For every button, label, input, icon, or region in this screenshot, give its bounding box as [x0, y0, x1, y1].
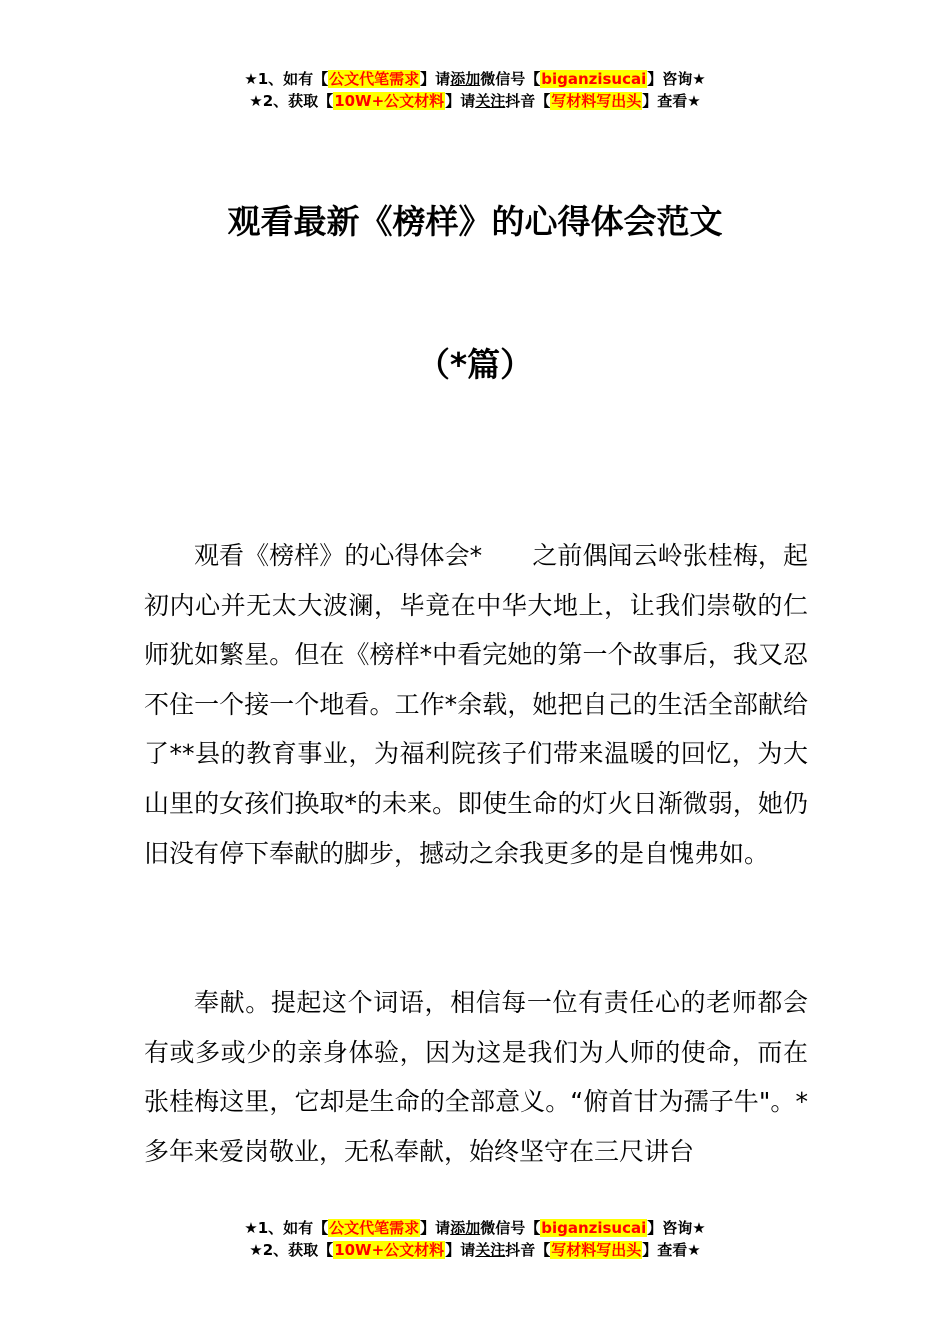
banner-text: ★1、如有【	[244, 1219, 329, 1237]
banner-text: 】请	[420, 70, 451, 88]
banner-highlight: 公文代笔需求	[329, 1219, 420, 1237]
banner-underline-text: 添加	[450, 1219, 481, 1237]
banner-text: 微信号【	[480, 70, 541, 88]
banner-highlight: 写材料写出头	[551, 1241, 642, 1259]
banner-text: 】咨询★	[647, 70, 706, 88]
bottom-banner	[0, 1217, 950, 1261]
banner-text: 】查看★	[642, 92, 701, 110]
top-banner	[0, 68, 950, 112]
body-paragraph-2: 奉献。提起这个词语，相信每一位有责任心的老师都会有或多或少的亲身体验，因为这是我们为人师的使命，而在张桂梅这里，它却是生命的全部意义。“俯首甘为孺子牛"。*多年来爱岗敬业，无私奉献，始终坚守在三尺讲台	[144, 988, 808, 1166]
banner-highlight: 公文代笔需求	[329, 70, 420, 88]
document-title: 观看最新《榜样》的心得体会范文	[227, 202, 723, 241]
body-paragraph-1: 观看《榜样》的心得体会* 之前偶闻云岭张桂梅，起初内心并无太大波澜，毕竟在中华大地上，让我们崇敬的仁师犹如繁星。但在《榜样*中看完她的第一个故事后，我又忍不住一个接一个地看。工作*余载，她把自己的生活全部献给了**县的教育事业，为福利院孩子们带来温暖的回忆，为大山里的女孩们换取*的未来。即使生命的灯火日渐微弱，她仍旧没有停下奉献的脚步，撼动之余我更多的是自愧弗如。	[144, 541, 808, 868]
banner-highlight: 10W+公文材料	[334, 1241, 445, 1259]
banner-line-1	[0, 68, 950, 90]
banner-highlight: biganzisucai	[541, 1219, 647, 1237]
banner-text: 抖音【	[505, 1241, 551, 1259]
banner-text: 】咨询★	[647, 1219, 706, 1237]
banner-text: 】请	[420, 1219, 451, 1237]
banner-underline-text: 添加	[450, 70, 481, 88]
banner-underline-text: 关注	[475, 1241, 506, 1259]
banner-text: 】请	[445, 1241, 476, 1259]
banner-highlight: 10W+公文材料	[334, 92, 445, 110]
banner-underline-text: 关注	[475, 92, 506, 110]
document-subtitle: （*篇）	[416, 345, 534, 384]
banner-line-2	[0, 90, 950, 112]
banner-text: 】请	[445, 92, 476, 110]
banner-text: 微信号【	[480, 1219, 541, 1237]
banner-text: 抖音【	[505, 92, 551, 110]
banner-text: ★2、获取【	[249, 1241, 334, 1259]
banner-text: ★1、如有【	[244, 70, 329, 88]
banner-highlight: 写材料写出头	[551, 92, 642, 110]
banner-line-2	[0, 1239, 950, 1261]
banner-highlight: biganzisucai	[541, 70, 647, 88]
banner-line-1	[0, 1217, 950, 1239]
banner-text: 】查看★	[642, 1241, 701, 1259]
banner-text: ★2、获取【	[249, 92, 334, 110]
